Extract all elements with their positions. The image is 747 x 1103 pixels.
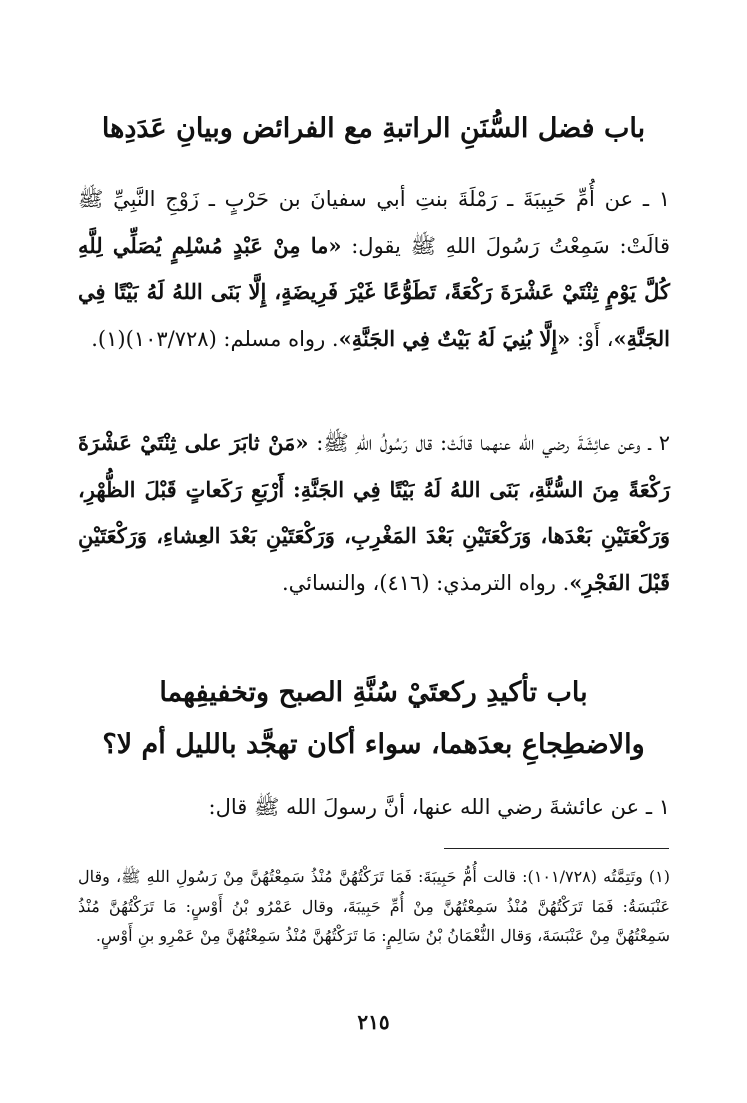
hadith-connector: ، أَوْ:: [576, 326, 614, 351]
footnote-divider: [444, 848, 669, 849]
hadith-number: ١: [658, 795, 670, 819]
chapter-title-line-1: باب تأكيدِ ركعتَيْ سُنَّةِ الصبح وتخفيفِهما: [159, 677, 588, 708]
hadith-source: رواه مسلم: (١٠٣/٧٢٨)(١).: [91, 326, 326, 351]
hadith-paragraph: [78, 176, 670, 362]
hadith-quote: «مَنْ ثابَرَ على ثِنْتَيْ عَشْرَةَ رَكْعَةً مِنَ السُّنَّةِ، بَنَى اللهُ لَهُ بَيْتًا فِي الجَنَّةِ: أَرْبَعِ رَكَعاتٍ قَبْلَ الظُّهْرِ، وَرَكْعَتَيْنِ بَعْدَها، وَرَكْعَتَيْنِ بَعْدَ المَغْرِبِ، وَرَكْعَتَيْنِ بَعْدَ العِشاءِ، وَرَكْعَتَيْنِ قَبْلَ الفَجْرِ»: [78, 430, 670, 595]
hadith-narration: ـ عن أُمِّ حَبِيبَةَ ـ رَمْلَةَ بنتِ أبي سفيانَ بن حَرْبٍ ـ زَوْجِ النَّبِيِّ ﷺ قالَتْ: سَمِعْتُ رَسُولَ اللهِ ﷺ يقول:: [78, 187, 670, 258]
hadith-paragraph: [78, 420, 670, 606]
hadith-number: ١: [658, 187, 670, 211]
chapter-title: باب فضل السُّنَنِ الراتبةِ مع الفرائض وبيانِ عَدَدِها: [101, 113, 646, 144]
hadith-end: .: [331, 326, 339, 351]
hadith-narration: ـ عن عائشةَ رضي الله عنها، أنَّ رسولَ الله ﷺ قال:: [208, 795, 653, 819]
hadith-paragraph: [78, 784, 670, 831]
hadith-quote: «ما مِنْ عَبْدٍ مُسْلِمٍ يُصَلِّي لِلَّهِ كُلَّ يَوْمٍ ثِنْتَيْ عَشْرَةَ رَكْعَةً، تَطَوُّعًا غَيْرَ فَرِيضَةٍ، إِلَّا بَنَى اللهُ لَهُ بَيْتًا فِي الجَنَّةِ»: [78, 232, 670, 351]
hadith-narration: ـ وعن عائِشَةَ رضي الله عنهما قالَتْ: قال رَسُولُ اللهِ ﷺ:: [316, 431, 651, 455]
chapter-title-line-2: والاضطِجاعِ بعدَهما، سواء أكان تهجَّد بالليل أم لا؟: [102, 729, 645, 760]
hadith-source: . رواه الترمذي: (٤١٦)، والنسائي.: [281, 570, 570, 595]
hadith-number: ٢: [658, 431, 670, 455]
hadith-quote-alt: «إِلَّا بُنِيَ لَهُ بَيْتٌ فِي الجَنَّةِ»: [338, 325, 571, 351]
footnote: (١) وتَتِمَّتُه (١٠١/٧٢٨): قالت أُمُّ حَبِيبَةَ: فَمَا تَرَكْتُهُنَّ مُنْذُ سَمِعْتُهُنَّ مِنْ رَسُولِ اللهِ ﷺ، وقال عَنْبَسَةُ: فَمَا تَرَكْتُهُنَّ مُنْذُ سَمِعْتُهُنَّ مِنْ أُمِّ حَبِيبَةَ، وقال عَمْرُو بْنُ أَوْسٍ: مَا تَرَكْتُهُنَّ مُنْذُ سَمِعْتُهُنَّ مِنْ عَنْبَسَةَ، وَقال النُّعْمَانُ بْنُ سَالِمٍ: مَا تَرَكْتُهُنَّ مُنْذُ سَمِعْتُهُنَّ مِنْ عَمْرِو بنِ أَوْسٍ.: [78, 867, 670, 945]
page-number: ٢١٥: [357, 1010, 390, 1034]
